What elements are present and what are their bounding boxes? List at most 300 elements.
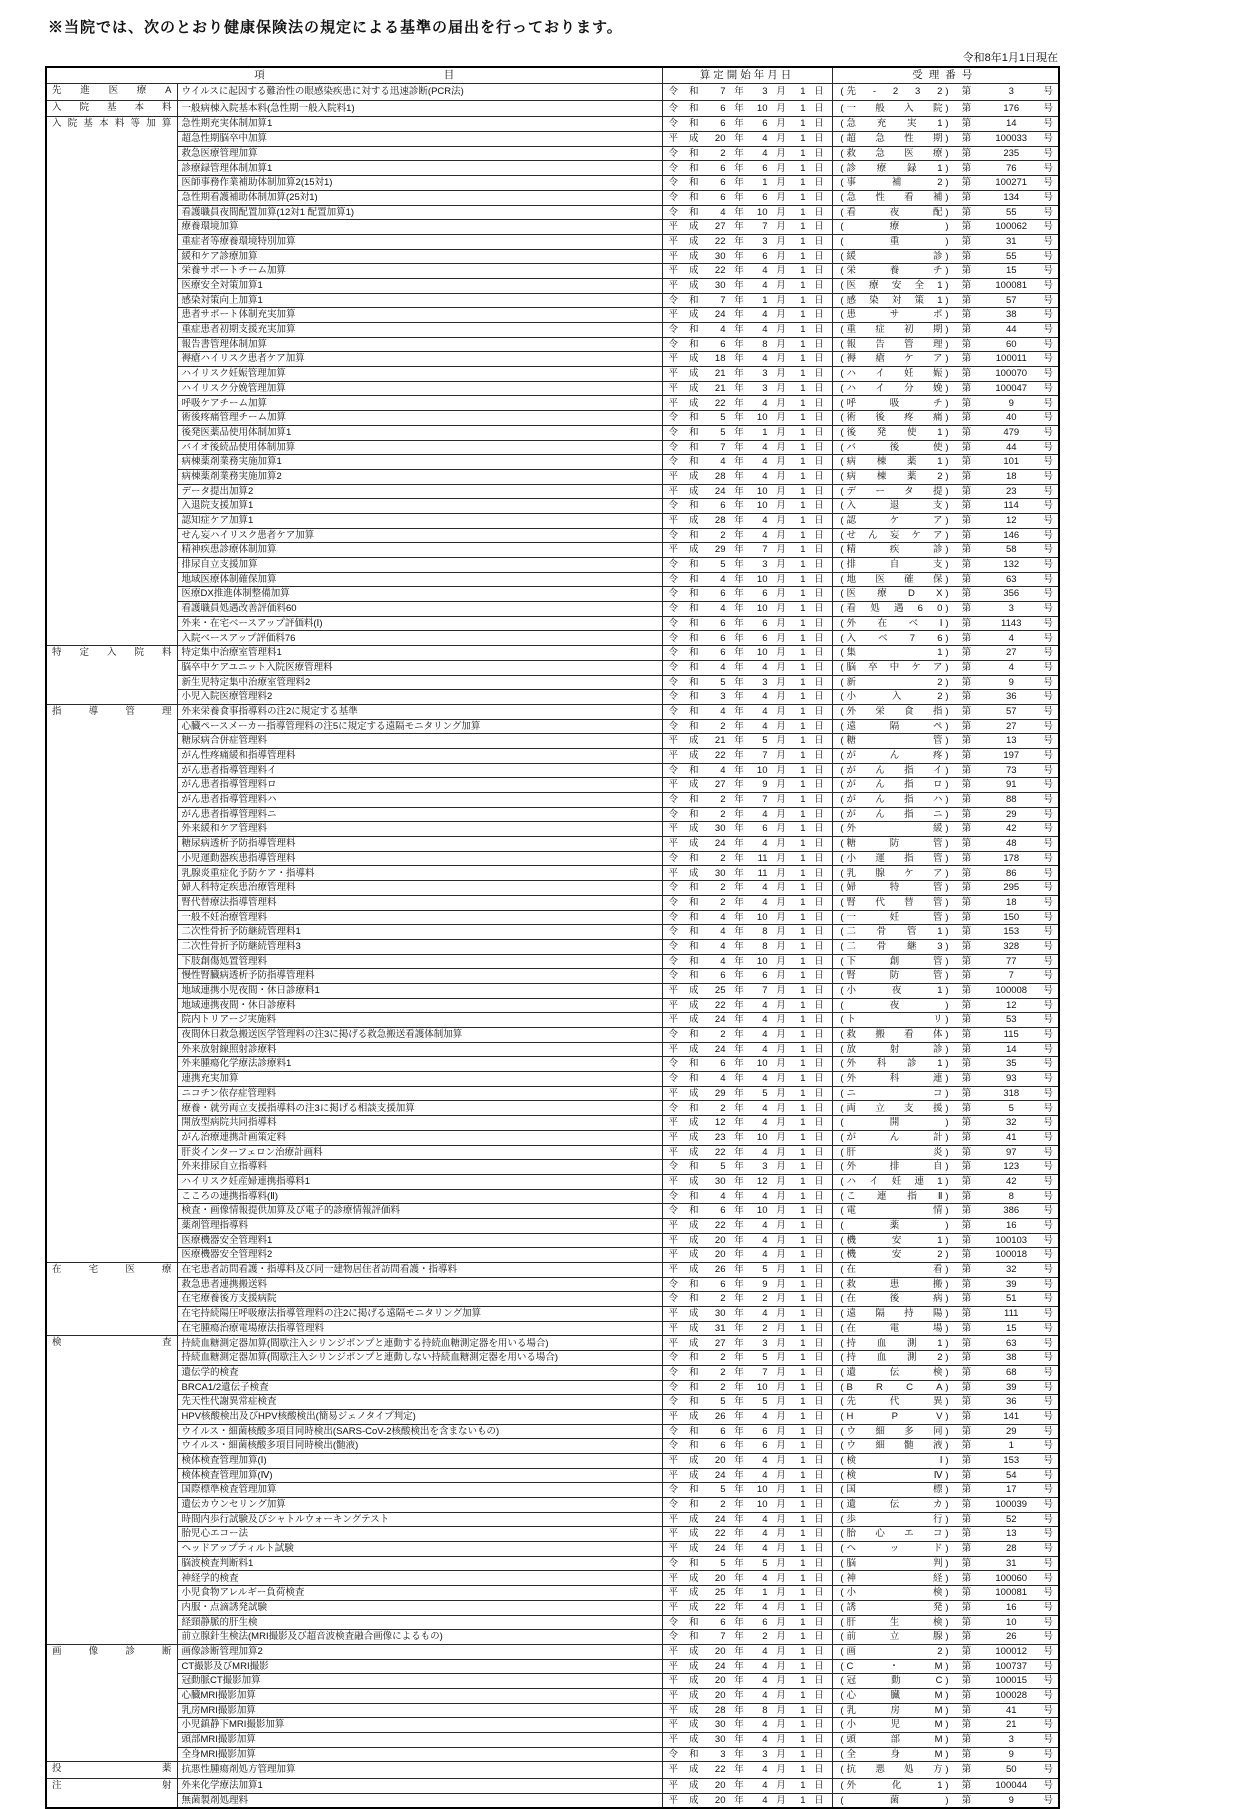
receipt-value xyxy=(838,1104,1054,1114)
receipt-suffix: 号 xyxy=(1043,926,1053,938)
era-label: 令 和 xyxy=(668,1499,699,1511)
date-cell xyxy=(662,1527,832,1542)
receipt-suffix: 号 xyxy=(1043,1073,1053,1085)
start-date-value xyxy=(669,428,826,438)
table-row xyxy=(46,1674,1059,1689)
item-cell: 患者サポート体制充実加算 xyxy=(177,308,662,323)
paren-open: ( xyxy=(840,441,844,453)
paren-close: ) xyxy=(945,280,949,292)
day-unit: 日 xyxy=(814,1631,824,1643)
receipt-suffix: 号 xyxy=(1043,1690,1053,1702)
paren-open: ( xyxy=(840,1616,844,1628)
paren-open: ( xyxy=(840,485,844,497)
month-value: 10 xyxy=(756,412,768,424)
month-unit: 月 xyxy=(776,896,786,908)
date-cell xyxy=(662,1793,832,1808)
start-date-value xyxy=(669,178,826,188)
era-label: 平 成 xyxy=(668,485,699,497)
start-date-value xyxy=(669,1280,826,1290)
receipt-suffix: 号 xyxy=(1043,647,1053,659)
date-cell xyxy=(662,499,832,514)
year-value: 6 xyxy=(720,970,726,982)
start-date-value xyxy=(669,516,826,526)
date-cell xyxy=(662,969,832,984)
month-unit: 月 xyxy=(776,1719,786,1731)
receipt-code: 二 骨 管 1 xyxy=(846,926,943,938)
receipt-prefix: 第 xyxy=(961,735,972,747)
table-row xyxy=(46,352,1059,367)
year-unit: 年 xyxy=(734,1690,744,1702)
day-unit: 日 xyxy=(814,779,824,791)
receipt-value xyxy=(838,1236,1054,1246)
receipt-prefix: 第 xyxy=(961,823,972,835)
month-unit: 月 xyxy=(776,221,786,233)
month-unit: 月 xyxy=(776,794,786,806)
start-date-value xyxy=(669,1309,826,1319)
receipt-number: 100044 xyxy=(995,1780,1028,1792)
receipt-suffix: 号 xyxy=(1043,1308,1053,1320)
day-unit: 日 xyxy=(814,118,824,130)
day-unit: 日 xyxy=(814,896,824,908)
receipt-number: 295 xyxy=(1003,882,1020,894)
receipt-suffix: 号 xyxy=(1043,1572,1053,1584)
table-row xyxy=(46,719,1059,734)
receipt-number: 14 xyxy=(1005,118,1017,130)
month-value: 4 xyxy=(762,515,768,527)
table-row xyxy=(46,132,1059,147)
day-unit: 日 xyxy=(814,573,824,585)
receipt-value xyxy=(838,1015,1054,1025)
day-unit: 日 xyxy=(814,1469,824,1481)
receipt-suffix: 号 xyxy=(1043,1058,1053,1070)
year-value: 29 xyxy=(714,544,726,556)
era-label: 令 和 xyxy=(668,1381,699,1393)
month-value: 10 xyxy=(756,1205,768,1217)
day-value: 1 xyxy=(800,191,806,203)
receipt-number: 39 xyxy=(1005,1278,1017,1290)
month-unit: 月 xyxy=(776,559,786,571)
month-value: 6 xyxy=(762,632,768,644)
receipt-number: 88 xyxy=(1005,794,1017,806)
year-unit: 年 xyxy=(734,1190,744,1202)
paren-close: ) xyxy=(945,1513,949,1525)
date-cell xyxy=(662,1674,832,1689)
day-unit: 日 xyxy=(814,1014,824,1026)
receipt-code: 遠 隔 ペ xyxy=(846,720,943,732)
day-unit: 日 xyxy=(814,1660,824,1672)
era-label: 平 成 xyxy=(668,1322,699,1334)
receipt-code: 開 xyxy=(889,1117,900,1129)
paren-close: ) xyxy=(945,1396,949,1408)
receipt-prefix: 第 xyxy=(961,1190,972,1202)
year-value: 2 xyxy=(720,1352,726,1364)
receipt-cell xyxy=(832,1644,1059,1659)
receipt-code: 入 ベ 7 6 xyxy=(846,632,943,644)
day-unit: 日 xyxy=(814,485,824,497)
month-unit: 月 xyxy=(776,647,786,659)
table-row xyxy=(46,734,1059,749)
receipt-value xyxy=(838,134,1054,144)
paren-open: ( xyxy=(840,1484,844,1496)
receipt-cell xyxy=(832,1527,1059,1542)
month-unit: 月 xyxy=(776,705,786,717)
month-value: 4 xyxy=(762,1528,768,1540)
day-unit: 日 xyxy=(814,470,824,482)
month-value: 4 xyxy=(762,1043,768,1055)
item-cell: 診療録管理体制加算1 xyxy=(177,161,662,176)
month-value: 4 xyxy=(762,1572,768,1584)
receipt-cell xyxy=(832,396,1059,411)
start-date-value xyxy=(669,281,826,291)
paren-close: ) xyxy=(945,823,949,835)
receipt-suffix: 号 xyxy=(1043,426,1053,438)
receipt-value xyxy=(838,1339,1054,1349)
month-value: 4 xyxy=(762,661,768,673)
receipt-cell xyxy=(832,190,1059,205)
paren-open: ( xyxy=(840,1396,844,1408)
start-date-value xyxy=(669,237,826,247)
receipt-suffix: 号 xyxy=(1043,544,1053,556)
day-value: 1 xyxy=(800,573,806,585)
receipt-cell xyxy=(832,690,1059,705)
month-unit: 月 xyxy=(776,926,786,938)
date-cell xyxy=(662,308,832,323)
month-unit: 月 xyxy=(776,1690,786,1702)
receipt-suffix: 号 xyxy=(1043,1425,1053,1437)
receipt-code: ウ 細 多 同 xyxy=(846,1425,943,1437)
receipt-value xyxy=(838,193,1054,203)
receipt-code: 機 安 1 xyxy=(846,1234,943,1246)
receipt-number: 1 xyxy=(1008,1440,1014,1452)
month-unit: 月 xyxy=(776,426,786,438)
receipt-code: 精 疾 診 xyxy=(846,544,943,556)
table-row xyxy=(46,1380,1059,1395)
year-unit: 年 xyxy=(734,1469,744,1481)
month-value: 4 xyxy=(762,309,768,321)
year-unit: 年 xyxy=(734,133,744,145)
item-cell: 超急性期脳卒中加算 xyxy=(177,132,662,147)
era-label: 令 和 xyxy=(668,1396,699,1408)
start-date-value xyxy=(669,1632,826,1642)
receipt-cell xyxy=(832,484,1059,499)
month-value: 10 xyxy=(756,500,768,512)
paren-close: ) xyxy=(945,676,949,688)
receipt-cell xyxy=(832,1688,1059,1703)
date-cell xyxy=(662,1615,832,1630)
date-cell xyxy=(662,278,832,293)
month-unit: 月 xyxy=(776,1587,786,1599)
receipt-suffix: 号 xyxy=(1043,1734,1053,1746)
day-value: 1 xyxy=(800,1366,806,1378)
receipt-cell xyxy=(832,558,1059,573)
month-unit: 月 xyxy=(776,441,786,453)
era-label: 平 成 xyxy=(668,1264,699,1276)
table-row xyxy=(46,1409,1059,1424)
era-label: 令 和 xyxy=(668,1440,699,1452)
receipt-number: 100081 xyxy=(995,1587,1028,1599)
receipt-suffix: 号 xyxy=(1043,118,1053,130)
table-row xyxy=(46,660,1059,675)
paren-open: ( xyxy=(840,896,844,908)
receipt-code: 超 急 性 期 xyxy=(846,133,943,145)
receipt-value xyxy=(838,1412,1054,1422)
date-cell xyxy=(662,455,832,470)
receipt-number: 39 xyxy=(1005,1381,1017,1393)
era-label: 令 和 xyxy=(668,1484,699,1496)
table-row xyxy=(46,704,1059,719)
table-row xyxy=(46,1365,1059,1380)
receipt-code: 下 創 管 xyxy=(846,955,943,967)
table-row xyxy=(46,1703,1059,1718)
era-label: 平 成 xyxy=(668,1587,699,1599)
receipt-code: ト リ xyxy=(846,1014,943,1026)
era-label: 平 成 xyxy=(668,1234,699,1246)
receipt-value xyxy=(838,986,1054,996)
day-unit: 日 xyxy=(814,368,824,380)
paren-open: ( xyxy=(840,368,844,380)
era-label: 令 和 xyxy=(668,588,699,600)
day-unit: 日 xyxy=(814,1719,824,1731)
receipt-code: 患 サ ポ xyxy=(846,309,943,321)
table-row xyxy=(46,117,1059,132)
month-value: 3 xyxy=(762,235,768,247)
item-cell: 検体検査管理加算(Ⅳ) xyxy=(177,1468,662,1483)
receipt-code: デ ー タ 提 xyxy=(846,485,943,497)
receipt-suffix: 号 xyxy=(1043,1131,1053,1143)
year-unit: 年 xyxy=(734,1543,744,1555)
year-unit: 年 xyxy=(734,1675,744,1687)
month-unit: 月 xyxy=(776,1337,786,1349)
receipt-number: 15 xyxy=(1005,265,1017,277)
receipt-value xyxy=(838,707,1054,717)
start-date-value xyxy=(669,1001,826,1011)
day-value: 1 xyxy=(800,102,806,114)
paren-close: ) xyxy=(945,1780,949,1792)
paren-close: ) xyxy=(945,1719,949,1731)
receipt-cell xyxy=(832,1086,1059,1101)
receipt-number: 356 xyxy=(1003,588,1020,600)
date-cell xyxy=(662,84,832,101)
year-value: 6 xyxy=(720,118,726,130)
item-cell: 乳房MRI撮影加算 xyxy=(177,1703,662,1718)
month-unit: 月 xyxy=(776,1543,786,1555)
receipt-suffix: 号 xyxy=(1043,1234,1053,1246)
receipt-code: 夜 xyxy=(889,999,900,1011)
month-value: 9 xyxy=(762,779,768,791)
year-unit: 年 xyxy=(734,456,744,468)
receipt-cell xyxy=(832,646,1059,661)
paren-open: ( xyxy=(840,794,844,806)
day-unit: 日 xyxy=(814,1073,824,1085)
start-date-value xyxy=(669,1603,826,1613)
year-unit: 年 xyxy=(734,911,744,923)
receipt-code: 乳 房 M xyxy=(846,1704,943,1716)
day-unit: 日 xyxy=(814,1205,824,1217)
month-value: 4 xyxy=(762,1734,768,1746)
era-label: 平 成 xyxy=(668,544,699,556)
date-cell xyxy=(662,1483,832,1498)
month-unit: 月 xyxy=(776,1322,786,1334)
month-value: 2 xyxy=(762,1293,768,1305)
day-value: 1 xyxy=(800,1117,806,1129)
item-cell: 持続血糖測定器加算(間歇注入シリンジポンプと連動しない持続血糖測定器を用いる場合) xyxy=(177,1351,662,1366)
start-date-value xyxy=(669,1192,826,1202)
month-unit: 月 xyxy=(776,1220,786,1232)
date-cell xyxy=(662,1321,832,1336)
month-value: 4 xyxy=(762,1645,768,1657)
month-value: 4 xyxy=(762,441,768,453)
receipt-code: 持 血 測 1 xyxy=(846,1337,943,1349)
receipt-number: 9 xyxy=(1008,397,1014,409)
date-cell xyxy=(662,1101,832,1116)
day-unit: 日 xyxy=(814,265,824,277)
day-value: 1 xyxy=(800,1396,806,1408)
day-unit: 日 xyxy=(814,86,824,98)
receipt-number: 100028 xyxy=(995,1690,1028,1702)
receipt-number: 4 xyxy=(1008,661,1014,673)
receipt-prefix: 第 xyxy=(961,573,972,585)
month-value: 6 xyxy=(762,118,768,130)
item-cell: HPV核酸検出及びHPV核酸検出(簡易ジェノタイプ判定) xyxy=(177,1409,662,1424)
receipt-value xyxy=(838,575,1054,585)
table-row xyxy=(46,411,1059,426)
paren-close: ) xyxy=(945,882,949,894)
receipt-value xyxy=(838,1544,1054,1554)
paren-open: ( xyxy=(840,882,844,894)
receipt-value xyxy=(838,399,1054,409)
receipt-cell xyxy=(832,895,1059,910)
paren-open: ( xyxy=(840,559,844,571)
receipt-cell xyxy=(832,1248,1059,1263)
item-cell: 小児運動器疾患指導管理料 xyxy=(177,851,662,866)
year-unit: 年 xyxy=(734,280,744,292)
year-unit: 年 xyxy=(734,1645,744,1657)
day-value: 1 xyxy=(800,1102,806,1114)
receipt-value xyxy=(838,766,1054,776)
paren-open: ( xyxy=(840,324,844,336)
year-unit: 年 xyxy=(734,1058,744,1070)
year-value: 27 xyxy=(714,1337,726,1349)
receipt-value xyxy=(838,354,1054,364)
receipt-number: 44 xyxy=(1005,441,1017,453)
day-value: 1 xyxy=(800,1528,806,1540)
receipt-cell xyxy=(832,1512,1059,1527)
receipt-cell xyxy=(832,1116,1059,1131)
month-value: 11 xyxy=(757,852,768,864)
year-unit: 年 xyxy=(734,426,744,438)
table-row xyxy=(46,1072,1059,1087)
year-unit: 年 xyxy=(734,1264,744,1276)
era-label: 平 成 xyxy=(668,779,699,791)
year-value: 5 xyxy=(720,1161,726,1173)
receipt-code: 婦 特 管 xyxy=(846,882,943,894)
paren-open: ( xyxy=(840,1352,844,1364)
year-unit: 年 xyxy=(734,603,744,615)
receipt-suffix: 号 xyxy=(1043,1704,1053,1716)
month-unit: 月 xyxy=(776,911,786,923)
receipt-cell xyxy=(832,381,1059,396)
start-date-value xyxy=(669,164,826,174)
year-unit: 年 xyxy=(734,1528,744,1540)
receipt-cell xyxy=(832,1042,1059,1057)
month-value: 5 xyxy=(762,1352,768,1364)
date-cell xyxy=(662,616,832,631)
paren-open: ( xyxy=(840,1175,844,1187)
day-value: 1 xyxy=(800,823,806,835)
receipt-code: 感 染 対 策 1 xyxy=(846,294,943,306)
era-label: 平 成 xyxy=(668,1528,699,1540)
receipt-prefix: 第 xyxy=(961,691,972,703)
receipt-cell xyxy=(832,734,1059,749)
date-cell xyxy=(662,249,832,264)
receipt-suffix: 号 xyxy=(1043,852,1053,864)
paren-open: ( xyxy=(840,86,844,98)
day-unit: 日 xyxy=(814,206,824,218)
day-value: 1 xyxy=(800,1675,806,1687)
item-cell: CT撮影及びMRI撮影 xyxy=(177,1659,662,1674)
month-value: 4 xyxy=(762,896,768,908)
table-body xyxy=(46,84,1059,1809)
date-cell xyxy=(662,602,832,617)
era-label: 令 和 xyxy=(668,661,699,673)
start-date-value xyxy=(669,927,826,937)
receipt-code: 糖 管 xyxy=(846,735,943,747)
day-value: 1 xyxy=(800,1337,806,1349)
table-row xyxy=(46,513,1059,528)
year-value: 30 xyxy=(714,1308,726,1320)
receipt-cell xyxy=(832,425,1059,440)
paren-open: ( xyxy=(840,426,844,438)
item-cell: 特定集中治療室管理料1 xyxy=(177,646,662,661)
paren-open: ( xyxy=(840,764,844,776)
month-unit: 月 xyxy=(776,1102,786,1114)
table-row xyxy=(46,1101,1059,1116)
item-cell: 二次性骨折予防継続管理料1 xyxy=(177,925,662,940)
day-value: 1 xyxy=(800,1131,806,1143)
date-cell xyxy=(662,1307,832,1322)
item-cell: BRCA1/2遺伝子検査 xyxy=(177,1380,662,1395)
receipt-prefix: 第 xyxy=(961,1322,972,1334)
year-unit: 年 xyxy=(734,1440,744,1452)
receipt-cell xyxy=(832,793,1059,808)
receipt-suffix: 号 xyxy=(1043,1748,1053,1760)
receipt-value xyxy=(838,1796,1054,1806)
date-cell xyxy=(662,411,832,426)
paren-close: ) xyxy=(945,1572,949,1584)
day-unit: 日 xyxy=(814,1484,824,1496)
receipt-prefix: 第 xyxy=(961,1690,972,1702)
receipt-suffix: 号 xyxy=(1043,191,1053,203)
year-value: 2 xyxy=(720,1293,726,1305)
date-cell xyxy=(662,587,832,602)
receipt-value xyxy=(838,1324,1054,1334)
receipt-suffix: 号 xyxy=(1043,691,1053,703)
paren-open: ( xyxy=(840,647,844,659)
receipt-number: 5 xyxy=(1008,1102,1014,1114)
start-date-value xyxy=(669,119,826,129)
month-value: 5 xyxy=(762,1396,768,1408)
date-cell xyxy=(662,117,832,132)
month-value: 3 xyxy=(762,559,768,571)
year-value: 22 xyxy=(714,235,726,247)
receipt-cell xyxy=(832,220,1059,235)
year-unit: 年 xyxy=(734,720,744,732)
date-cell xyxy=(662,675,832,690)
paren-close: ) xyxy=(945,441,949,453)
date-cell xyxy=(662,895,832,910)
day-value: 1 xyxy=(800,1794,806,1806)
receipt-number: 13 xyxy=(1005,1528,1017,1540)
